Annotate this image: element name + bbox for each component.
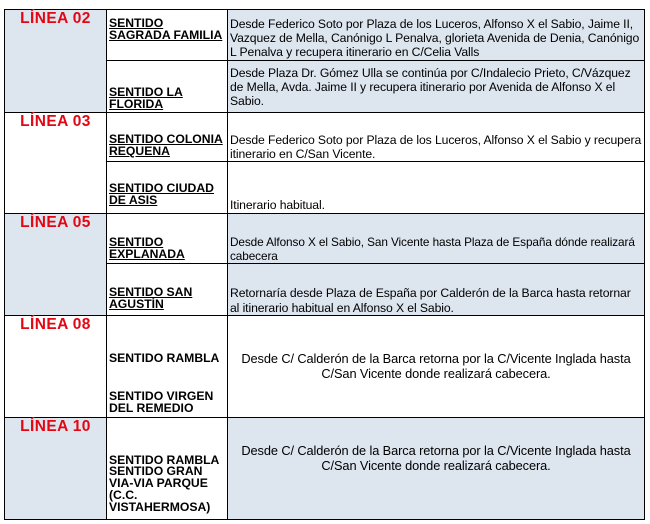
- direction-cell: [107, 417, 228, 519]
- line-name: LÍNEA 10: [20, 417, 91, 435]
- line-cell: [5, 10, 107, 113]
- direction-label: SENTIDO EXPLANADA: [107, 214, 228, 264]
- table-row: [5, 315, 645, 417]
- route-description: Desde C/ Calderón de la Barca retorna por la C/Vicente Inglada hasta C/San Vicente donde realizará cabecera.: [228, 315, 645, 417]
- route-description: Desde Plaza Dr. Gómez Ulla se continúa por C/Indalecio Prieto, C/Vázquez de Mella, Avda. Jaime II y recupera itinerario por Avenida de Alfonso X el Sabio.: [228, 61, 645, 113]
- table-row: [5, 214, 645, 264]
- table-row: [5, 10, 645, 61]
- line-cell: [5, 315, 107, 417]
- direction-label: SENTIDO RAMBLA: [109, 452, 220, 467]
- route-description: Itinerario habitual.: [228, 162, 645, 214]
- direction-label: SENTIDO RAMBLA: [109, 350, 220, 365]
- direction-cell: [107, 315, 228, 417]
- route-description: Desde Alfonso X el Sabio, San Vicente hasta Plaza de España dónde realizará cabecera: [228, 214, 645, 264]
- direction-label: SENTIDO SAGRADA FAMILIA: [107, 10, 228, 61]
- direction-label: SENTIDO CIUDAD DE ASIS: [107, 162, 228, 214]
- route-description: Desde Federico Soto por Plaza de los Luceros, Alfonso X el Sabio, Jaime II, Vazquez de Mella, Canónigo L Penalva, glorieta Avenida de Denia, Canónigo L Penalva y recupera itinerario en C/Celia Valls: [228, 10, 645, 61]
- table-row: [5, 417, 645, 519]
- line-name: LÍNEA 03: [20, 113, 91, 130]
- line-cell: [5, 214, 107, 315]
- line-name: LÍNEA 02: [20, 10, 91, 27]
- line-name: LÍNEA 08: [20, 315, 91, 333]
- line-cell: [5, 417, 107, 519]
- line-cell: [5, 113, 107, 214]
- direction-label: SENTIDO SAN AGUSTÍN: [107, 264, 228, 315]
- route-description: Desde Federico Soto por Plaza de los Luceros, Alfonso X el Sabio y recupera itinerario en C/San Vicente.: [228, 113, 645, 162]
- route-description: Retornaría desde Plaza de España por Calderón de la Barca hasta retornar al itinerario habitual en Alfonso X el Sabio.: [228, 264, 645, 315]
- direction-label: SENTIDO VIRGEN DEL REMEDIO: [109, 388, 214, 415]
- line-name: LÍNEA 05: [20, 214, 91, 232]
- direction-label: SENTIDO LA FLORIDA: [107, 61, 228, 113]
- direction-label: SENTIDO COLONIA REQUENA: [107, 113, 228, 162]
- route-table: [4, 9, 645, 520]
- route-description: Desde C/ Calderón de la Barca retorna por la C/Vicente Inglada hasta C/San Vicente donde realizará cabecera.: [228, 417, 645, 519]
- direction-label: SENTIDO GRAN VIA-VIA PARQUE (C.C. VISTAHERMOSA): [109, 463, 211, 514]
- table-row: [5, 113, 645, 162]
